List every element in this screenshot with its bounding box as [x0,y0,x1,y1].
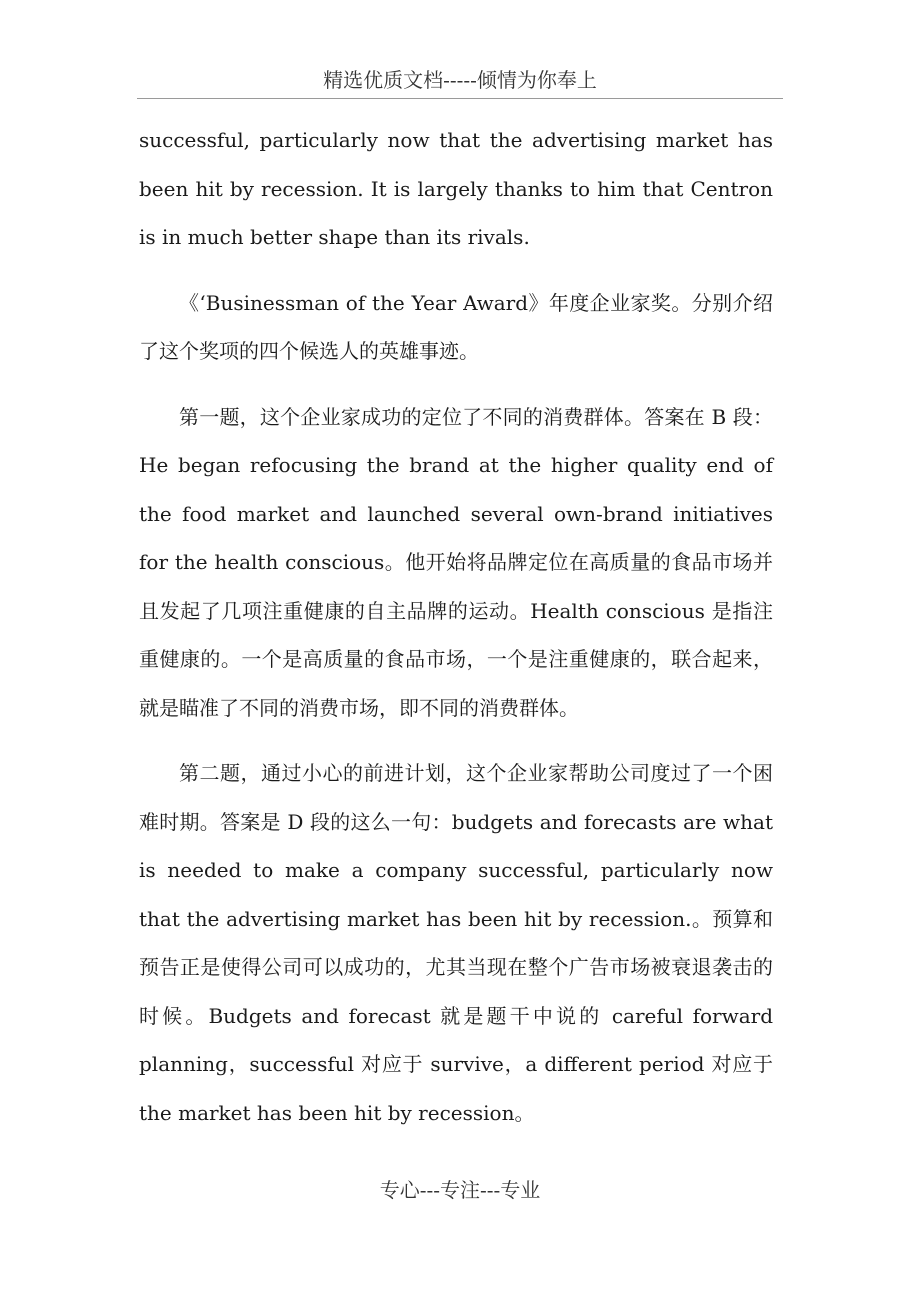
paragraph-question-one: 第一题，这个企业家成功的定位了不同的消费群体。答案在 B 段：He began refocusing the brand at the higher quality end of the food market and launched several own-brand initiatives for the health conscious。他开始将品牌定位在高质量的食品市场并且发起了几项注重健康的自主品牌的运动。Health conscious 是指注重健康的。一个是高质量的食品市场，一个是注重健康的，联合起来，就是瞄准了不同的消费市场，即不同的消费群体。 [139,404,773,720]
paragraph-award-intro: 《‘Businessman of the Year Award》年度企业家奖。分别介绍了这个奖项的四个候选人的英雄事迹。 [139,290,773,363]
page-footer [0,1172,920,1208]
footer-text: 专心---专注---专业 [379,1178,541,1202]
paragraph-continuation: successful, particularly now that the advertising market has been hit by recession. It is largely thanks to him that Centron is in much better shape than its rivals. [139,128,773,249]
document-body [139,116,773,1154]
header-title: 精选优质文档-----倾情为你奉上 [323,68,597,92]
paragraph-question-two: 第二题，通过小心的前进计划，这个企业家帮助公司度过了一个困难时期。答案是 D 段的这么一句：budgets and forecasts are what is needed to make a company successful, particularly now that the advertising market has been hit by recession.。预算和预告正是使得公司可以成功的，尤其当现在整个广告市场被衰退袭击的时候。Budgets and forecast 就是题干中说的 careful forward planning，successful 对应于 survive，a different period 对应于 the market has been hit by recession。 [139,761,773,1125]
page-header [137,62,783,99]
